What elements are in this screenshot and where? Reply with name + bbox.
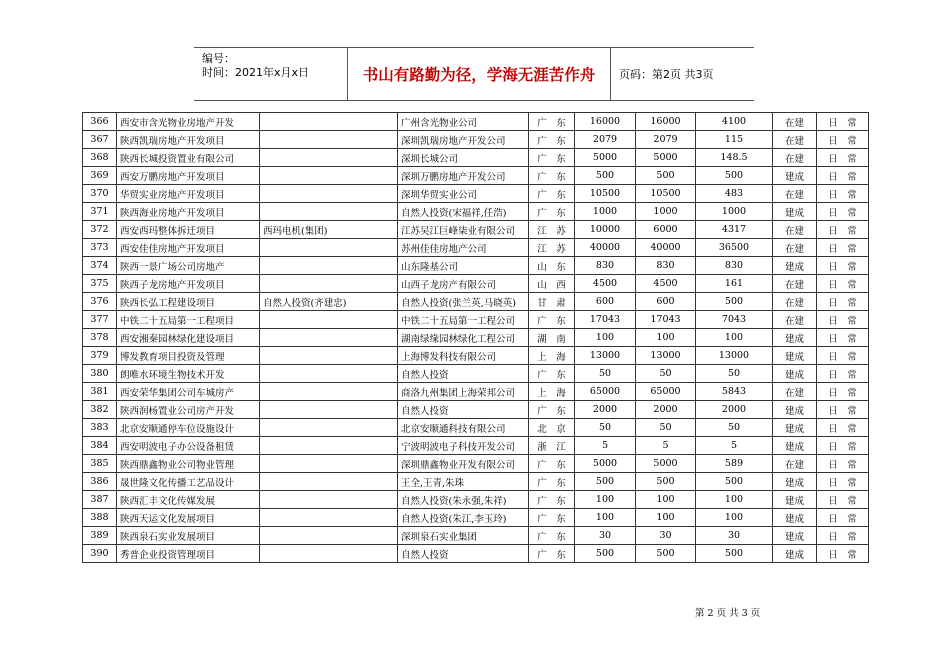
table-row	[83, 185, 869, 203]
region-cell: 广 东	[529, 149, 575, 167]
page-header	[194, 47, 754, 101]
row-number-cell: 390	[83, 545, 117, 563]
contract-investment-cell: 600	[636, 293, 696, 311]
status-cell: 建成	[773, 473, 817, 491]
planned-investment-cell: 1000	[575, 203, 636, 221]
investor-cell: 江苏吴江巨峰柒业有限公司	[398, 221, 529, 239]
actual-investment-cell: 161	[696, 275, 773, 293]
category-cell: 日 常	[817, 113, 869, 131]
status-cell: 建成	[773, 527, 817, 545]
actual-investment-cell: 483	[696, 185, 773, 203]
row-number-cell: 375	[83, 275, 117, 293]
contract-investment-cell: 50	[636, 419, 696, 437]
table-row	[83, 239, 869, 257]
project-name-cell: 陕西泉石实业发展项目	[117, 527, 260, 545]
status-cell: 在建	[773, 293, 817, 311]
contract-investment-cell: 6000	[636, 221, 696, 239]
planned-investment-cell: 17043	[575, 311, 636, 329]
contract-investment-cell: 65000	[636, 383, 696, 401]
investor-cell: 王全,王青,朱珠	[398, 473, 529, 491]
actual-investment-cell: 5	[696, 437, 773, 455]
table-row	[83, 131, 869, 149]
category-cell: 日 常	[817, 329, 869, 347]
region-cell: 湖 南	[529, 329, 575, 347]
table-row	[83, 527, 869, 545]
category-cell: 日 常	[817, 491, 869, 509]
project-name-cell: 西安佳佳房地产开发项目	[117, 239, 260, 257]
investor-cell: 自然人投资	[398, 545, 529, 563]
project-name-cell: 西安荣华集团公司车城房产	[117, 383, 260, 401]
status-cell: 在建	[773, 113, 817, 131]
category-cell: 日 常	[817, 167, 869, 185]
actual-investment-cell: 4100	[696, 113, 773, 131]
row-number-cell: 372	[83, 221, 117, 239]
local-partner-cell	[260, 131, 398, 149]
region-cell: 广 东	[529, 545, 575, 563]
region-cell: 山 西	[529, 275, 575, 293]
category-cell: 日 常	[817, 527, 869, 545]
region-cell: 北 京	[529, 419, 575, 437]
project-name-cell: 晟世隆文化传播工艺品设计	[117, 473, 260, 491]
planned-investment-cell: 5	[575, 437, 636, 455]
region-cell: 上 海	[529, 347, 575, 365]
planned-investment-cell: 5000	[575, 149, 636, 167]
table-row	[83, 167, 869, 185]
region-cell: 广 东	[529, 365, 575, 383]
project-name-cell: 秀普企业投资管理项目	[117, 545, 260, 563]
category-cell: 日 常	[817, 545, 869, 563]
actual-investment-cell: 115	[696, 131, 773, 149]
status-cell: 建成	[773, 509, 817, 527]
local-partner-cell	[260, 545, 398, 563]
planned-investment-cell: 2000	[575, 401, 636, 419]
project-name-cell: 朗唯水环境生物技术开发	[117, 365, 260, 383]
table-row	[83, 347, 869, 365]
contract-investment-cell: 4500	[636, 275, 696, 293]
local-partner-cell	[260, 509, 398, 527]
row-number-cell: 388	[83, 509, 117, 527]
row-number-cell: 389	[83, 527, 117, 545]
investor-cell: 自然人投资	[398, 401, 529, 419]
category-cell: 日 常	[817, 473, 869, 491]
contract-investment-cell: 5	[636, 437, 696, 455]
region-cell: 江 苏	[529, 221, 575, 239]
actual-investment-cell: 13000	[696, 347, 773, 365]
investor-cell: 自然人投资(张兰英,马晓英)	[398, 293, 529, 311]
planned-investment-cell: 4500	[575, 275, 636, 293]
doc-time-label: 时间：2021年x月x日	[202, 66, 310, 79]
local-partner-cell	[260, 437, 398, 455]
status-cell: 建成	[773, 257, 817, 275]
actual-investment-cell: 100	[696, 329, 773, 347]
contract-investment-cell: 40000	[636, 239, 696, 257]
planned-investment-cell: 65000	[575, 383, 636, 401]
local-partner-cell	[260, 149, 398, 167]
region-cell: 山 东	[529, 257, 575, 275]
region-cell: 广 东	[529, 491, 575, 509]
doc-code-label: 编号：	[202, 52, 235, 65]
status-cell: 建成	[773, 401, 817, 419]
project-name-cell: 西安西玛整体拆迁项目	[117, 221, 260, 239]
project-name-cell: 西安湘秦园林绿化建设项目	[117, 329, 260, 347]
local-partner-cell	[260, 167, 398, 185]
actual-investment-cell: 5843	[696, 383, 773, 401]
category-cell: 日 常	[817, 347, 869, 365]
status-cell: 在建	[773, 185, 817, 203]
local-partner-cell: 自然人投资(齐建忠)	[260, 293, 398, 311]
local-partner-cell	[260, 491, 398, 509]
project-name-cell: 陕西长弘工程建设项目	[117, 293, 260, 311]
category-cell: 日 常	[817, 311, 869, 329]
table-row	[83, 275, 869, 293]
planned-investment-cell: 10000	[575, 221, 636, 239]
page-footer: 第 2 页 共 3 页	[695, 608, 761, 619]
status-cell: 在建	[773, 455, 817, 473]
status-cell: 在建	[773, 149, 817, 167]
planned-investment-cell: 30	[575, 527, 636, 545]
table-row	[83, 473, 869, 491]
contract-investment-cell: 5000	[636, 455, 696, 473]
category-cell: 日 常	[817, 365, 869, 383]
region-cell: 江 苏	[529, 239, 575, 257]
row-number-cell: 381	[83, 383, 117, 401]
category-cell: 日 常	[817, 293, 869, 311]
actual-investment-cell: 36500	[696, 239, 773, 257]
project-name-cell: 陕西润杨置业公司房产开发	[117, 401, 260, 419]
actual-investment-cell: 7043	[696, 311, 773, 329]
status-cell: 在建	[773, 221, 817, 239]
investor-cell: 深圳泉石实业集团	[398, 527, 529, 545]
status-cell: 建成	[773, 167, 817, 185]
region-cell: 广 东	[529, 185, 575, 203]
planned-investment-cell: 10500	[575, 185, 636, 203]
row-number-cell: 369	[83, 167, 117, 185]
category-cell: 日 常	[817, 275, 869, 293]
row-number-cell: 373	[83, 239, 117, 257]
investor-cell: 广州含光物业公司	[398, 113, 529, 131]
investor-cell: 中铁二十五局第一工程公司	[398, 311, 529, 329]
table-row	[83, 113, 869, 131]
investor-cell: 自然人投资(朱永强,朱祥)	[398, 491, 529, 509]
category-cell: 日 常	[817, 419, 869, 437]
status-cell: 在建	[773, 275, 817, 293]
investor-cell: 湖南绿缘园林绿化工程公司	[398, 329, 529, 347]
category-cell: 日 常	[817, 509, 869, 527]
contract-investment-cell: 16000	[636, 113, 696, 131]
contract-investment-cell: 100	[636, 509, 696, 527]
project-name-cell: 西安明波电子办公设备租赁	[117, 437, 260, 455]
project-name-cell: 西安万鹏房地产开发项目	[117, 167, 260, 185]
investor-cell: 深圳华贸实业公司	[398, 185, 529, 203]
row-number-cell: 378	[83, 329, 117, 347]
category-cell: 日 常	[817, 401, 869, 419]
row-number-cell: 379	[83, 347, 117, 365]
status-cell: 在建	[773, 131, 817, 149]
planned-investment-cell: 500	[575, 473, 636, 491]
region-cell: 甘 肃	[529, 293, 575, 311]
status-cell: 建成	[773, 437, 817, 455]
table-row	[83, 455, 869, 473]
local-partner-cell	[260, 329, 398, 347]
status-cell: 建成	[773, 347, 817, 365]
row-number-cell: 386	[83, 473, 117, 491]
actual-investment-cell: 100	[696, 509, 773, 527]
category-cell: 日 常	[817, 149, 869, 167]
row-number-cell: 368	[83, 149, 117, 167]
actual-investment-cell: 100	[696, 491, 773, 509]
actual-investment-cell: 589	[696, 455, 773, 473]
contract-investment-cell: 10500	[636, 185, 696, 203]
status-cell: 建成	[773, 329, 817, 347]
investor-cell: 山东隆基公司	[398, 257, 529, 275]
planned-investment-cell: 100	[575, 509, 636, 527]
local-partner-cell	[260, 527, 398, 545]
row-number-cell: 376	[83, 293, 117, 311]
category-cell: 日 常	[817, 203, 869, 221]
actual-investment-cell: 50	[696, 419, 773, 437]
planned-investment-cell: 5000	[575, 455, 636, 473]
planned-investment-cell: 100	[575, 329, 636, 347]
contract-investment-cell: 2079	[636, 131, 696, 149]
row-number-cell: 383	[83, 419, 117, 437]
status-cell: 建成	[773, 491, 817, 509]
contract-investment-cell: 100	[636, 491, 696, 509]
contract-investment-cell: 1000	[636, 203, 696, 221]
local-partner-cell	[260, 455, 398, 473]
region-cell: 广 东	[529, 203, 575, 221]
contract-investment-cell: 5000	[636, 149, 696, 167]
project-name-cell: 陕西汇丰文化传媒发展	[117, 491, 260, 509]
row-number-cell: 371	[83, 203, 117, 221]
status-cell: 建成	[773, 203, 817, 221]
investor-cell: 深圳鼎鑫物业开发有限公司	[398, 455, 529, 473]
project-name-cell: 陕西一景广场公司房地产	[117, 257, 260, 275]
actual-investment-cell: 2000	[696, 401, 773, 419]
row-number-cell: 385	[83, 455, 117, 473]
investor-cell: 宁波明波电子科技开发公司	[398, 437, 529, 455]
row-number-cell: 384	[83, 437, 117, 455]
project-table	[82, 112, 869, 563]
investor-cell: 深圳长城公司	[398, 149, 529, 167]
local-partner-cell	[260, 401, 398, 419]
local-partner-cell: 西玛电机(集团)	[260, 221, 398, 239]
planned-investment-cell: 100	[575, 491, 636, 509]
local-partner-cell	[260, 383, 398, 401]
region-cell: 广 东	[529, 473, 575, 491]
row-number-cell: 387	[83, 491, 117, 509]
contract-investment-cell: 50	[636, 365, 696, 383]
contract-investment-cell: 17043	[636, 311, 696, 329]
project-name-cell: 陕西长城投资置业有限公司	[117, 149, 260, 167]
planned-investment-cell: 500	[575, 167, 636, 185]
category-cell: 日 常	[817, 437, 869, 455]
investor-cell: 深圳万鹏房地产开发公司	[398, 167, 529, 185]
status-cell: 在建	[773, 239, 817, 257]
planned-investment-cell: 600	[575, 293, 636, 311]
status-cell: 在建	[773, 383, 817, 401]
investor-cell: 上海博发科技有限公司	[398, 347, 529, 365]
contract-investment-cell: 100	[636, 329, 696, 347]
planned-investment-cell: 50	[575, 365, 636, 383]
local-partner-cell	[260, 185, 398, 203]
investor-cell: 深圳凯瑞房地产开发公司	[398, 131, 529, 149]
category-cell: 日 常	[817, 239, 869, 257]
region-cell: 广 东	[529, 401, 575, 419]
actual-investment-cell: 500	[696, 293, 773, 311]
table-row	[83, 491, 869, 509]
region-cell: 上 海	[529, 383, 575, 401]
actual-investment-cell: 4317	[696, 221, 773, 239]
category-cell: 日 常	[817, 185, 869, 203]
local-partner-cell	[260, 347, 398, 365]
status-cell: 建成	[773, 419, 817, 437]
actual-investment-cell: 148.5	[696, 149, 773, 167]
row-number-cell: 367	[83, 131, 117, 149]
actual-investment-cell: 500	[696, 473, 773, 491]
planned-investment-cell: 2079	[575, 131, 636, 149]
table-row	[83, 383, 869, 401]
actual-investment-cell: 500	[696, 545, 773, 563]
category-cell: 日 常	[817, 131, 869, 149]
project-name-cell: 华贸实业房地产开发项目	[117, 185, 260, 203]
row-number-cell: 377	[83, 311, 117, 329]
local-partner-cell	[260, 365, 398, 383]
table-row	[83, 257, 869, 275]
table-row	[83, 311, 869, 329]
local-partner-cell	[260, 311, 398, 329]
category-cell: 日 常	[817, 221, 869, 239]
region-cell: 广 东	[529, 509, 575, 527]
table-row	[83, 149, 869, 167]
project-name-cell: 西安市含光物业房地产开发	[117, 113, 260, 131]
contract-investment-cell: 500	[636, 473, 696, 491]
region-cell: 广 东	[529, 113, 575, 131]
contract-investment-cell: 500	[636, 545, 696, 563]
project-name-cell: 陕西鼎鑫物业公司物业管理	[117, 455, 260, 473]
table-row	[83, 437, 869, 455]
project-name-cell: 陕西子龙房地产开发项目	[117, 275, 260, 293]
planned-investment-cell: 16000	[575, 113, 636, 131]
investor-cell: 自然人投资(宋福祥,任浩)	[398, 203, 529, 221]
header-motto: 书山有路勤为径，学海无涯苦作舟	[348, 48, 611, 100]
actual-investment-cell: 30	[696, 527, 773, 545]
investor-cell: 自然人投资	[398, 365, 529, 383]
investor-cell: 北京安顺通科技有限公司	[398, 419, 529, 437]
project-name-cell: 陕西天运文化发展项目	[117, 509, 260, 527]
row-number-cell: 380	[83, 365, 117, 383]
row-number-cell: 374	[83, 257, 117, 275]
table-row	[83, 545, 869, 563]
investor-cell: 山西子龙房产有限公司	[398, 275, 529, 293]
local-partner-cell	[260, 203, 398, 221]
status-cell: 建成	[773, 545, 817, 563]
header-page-code: 页码：第2页 共3页	[619, 68, 714, 81]
category-cell: 日 常	[817, 257, 869, 275]
region-cell: 浙 江	[529, 437, 575, 455]
local-partner-cell	[260, 473, 398, 491]
local-partner-cell	[260, 113, 398, 131]
category-cell: 日 常	[817, 383, 869, 401]
table-row	[83, 365, 869, 383]
region-cell: 广 东	[529, 311, 575, 329]
contract-investment-cell: 830	[636, 257, 696, 275]
status-cell: 建成	[773, 365, 817, 383]
local-partner-cell	[260, 257, 398, 275]
actual-investment-cell: 1000	[696, 203, 773, 221]
planned-investment-cell: 830	[575, 257, 636, 275]
row-number-cell: 370	[83, 185, 117, 203]
table-row	[83, 401, 869, 419]
contract-investment-cell: 500	[636, 167, 696, 185]
planned-investment-cell: 50	[575, 419, 636, 437]
project-name-cell: 博发教育项目投资及管理	[117, 347, 260, 365]
table-row	[83, 329, 869, 347]
project-name-cell: 陕西凯瑞房地产开发项目	[117, 131, 260, 149]
actual-investment-cell: 500	[696, 167, 773, 185]
table-row	[83, 221, 869, 239]
contract-investment-cell: 2000	[636, 401, 696, 419]
planned-investment-cell: 13000	[575, 347, 636, 365]
region-cell: 广 东	[529, 131, 575, 149]
planned-investment-cell: 40000	[575, 239, 636, 257]
table-row	[83, 203, 869, 221]
category-cell: 日 常	[817, 455, 869, 473]
local-partner-cell	[260, 275, 398, 293]
investor-cell: 苏州佳佳房地产公司	[398, 239, 529, 257]
investor-cell: 商洛九州集团上海荣邦公司	[398, 383, 529, 401]
row-number-cell: 382	[83, 401, 117, 419]
actual-investment-cell: 830	[696, 257, 773, 275]
project-name-cell: 北京安顺通停车位设施设计	[117, 419, 260, 437]
project-name-cell: 中铁二十五局第一工程项目	[117, 311, 260, 329]
header-meta	[194, 48, 348, 100]
contract-investment-cell: 13000	[636, 347, 696, 365]
region-cell: 广 东	[529, 455, 575, 473]
row-number-cell: 366	[83, 113, 117, 131]
table-row	[83, 293, 869, 311]
project-name-cell: 陕西海业房地产开发项目	[117, 203, 260, 221]
contract-investment-cell: 30	[636, 527, 696, 545]
table-row	[83, 419, 869, 437]
region-cell: 广 东	[529, 527, 575, 545]
table-row	[83, 509, 869, 527]
planned-investment-cell: 500	[575, 545, 636, 563]
actual-investment-cell: 50	[696, 365, 773, 383]
investor-cell: 自然人投资(朱江,李玉玲)	[398, 509, 529, 527]
local-partner-cell	[260, 239, 398, 257]
status-cell: 在建	[773, 311, 817, 329]
region-cell: 广 东	[529, 167, 575, 185]
local-partner-cell	[260, 419, 398, 437]
